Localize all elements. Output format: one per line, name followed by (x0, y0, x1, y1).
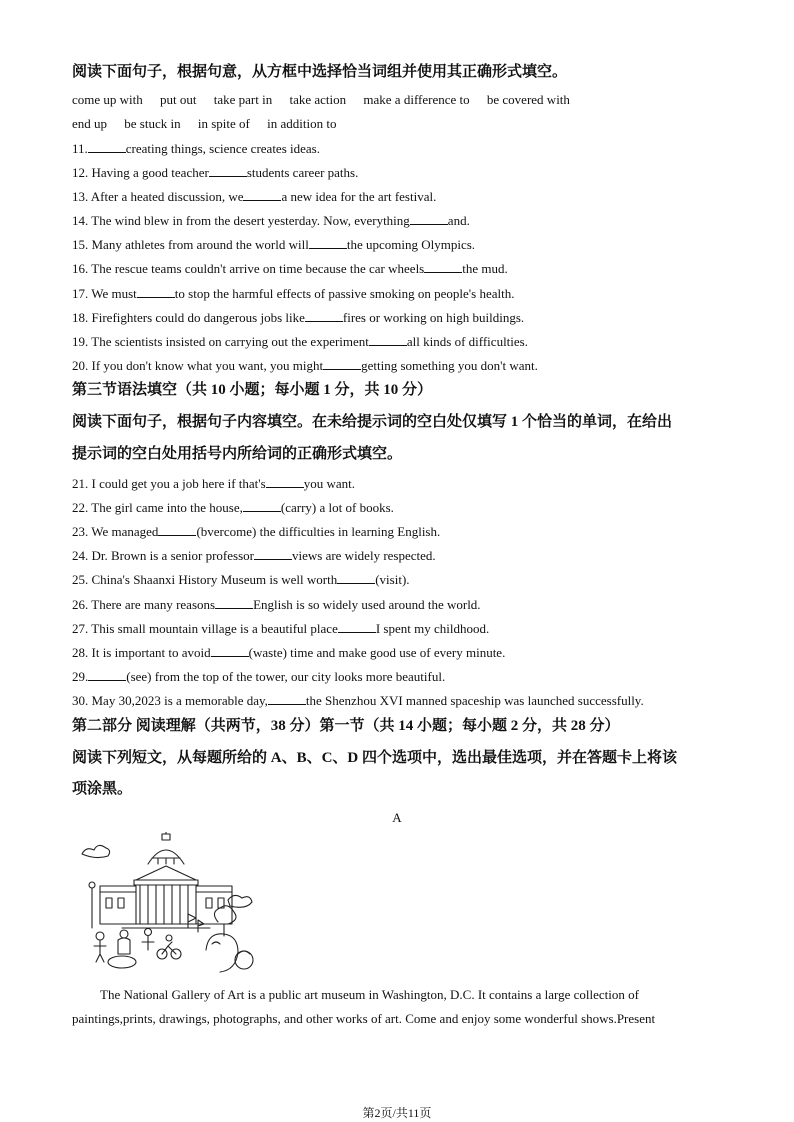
question-17 (72, 285, 514, 302)
page-number: 第2页/共11页 (362, 1106, 432, 1120)
part-2-instruction-line-2: 项涂黑。 (72, 781, 133, 797)
question-text: English is so widely used around the world. (253, 597, 481, 612)
word-bank-phrase: be covered with (486, 92, 570, 107)
question-text: (carry) a lot of books. (280, 500, 394, 515)
answer-blank[interactable] (424, 260, 462, 273)
question-text: (bvercome) the difficulties in learning English. (196, 524, 441, 539)
question-text: all kinds of difficulties. (406, 334, 528, 349)
question-11 (72, 140, 320, 157)
question-text: 13. After a heated discussion, we (72, 189, 244, 204)
question-12 (72, 164, 358, 181)
question-16 (72, 260, 508, 277)
question-text: 14. The wind blew in from the desert yesterday. Now, everything (72, 213, 410, 228)
answer-blank[interactable] (309, 236, 347, 249)
question-text: 17. We must (72, 286, 137, 301)
question-text: getting something you don't want. (361, 358, 538, 373)
question-text: and. (447, 213, 470, 228)
question-27 (72, 620, 489, 637)
answer-blank[interactable] (369, 333, 407, 346)
question-text: (waste) time and make good use of every minute. (248, 645, 506, 660)
word-bank-phrase: take part in (213, 92, 273, 107)
question-25 (72, 571, 410, 588)
question-29 (72, 668, 445, 685)
question-24 (72, 547, 436, 564)
question-21 (72, 475, 355, 492)
question-26 (72, 596, 481, 613)
question-text: 16. The rescue teams couldn't arrive on time because the car wheels (72, 261, 425, 276)
question-text: 23. We managed (72, 524, 159, 539)
word-bank-phrase: in addition to (267, 116, 337, 131)
question-text: 20. If you don't know what you want, you might (72, 358, 324, 373)
question-text: 18. Firefighters could do dangerous jobs like (72, 310, 305, 325)
answer-blank[interactable] (254, 547, 292, 560)
question-text: to stop the harmful effects of passive smoking on people's health. (174, 286, 515, 301)
word-bank-phrase: in spite of (197, 116, 250, 131)
question-30 (72, 692, 644, 709)
word-bank-phrase: make a difference to (363, 92, 470, 107)
question-19 (72, 333, 528, 350)
question-text: 19. The scientists insisted on carrying out the experiment (72, 334, 369, 349)
passage-line-1: The National Gallery of Art is a public art museum in Washington, D.C. It contains a large collection of (100, 987, 639, 1002)
answer-blank[interactable] (410, 212, 448, 225)
passage-label: A (392, 810, 402, 825)
section-3-title: 第三节语法填空（共 10 小题；每小题 1 分，共 10 分） (72, 382, 433, 398)
question-text: 12. Having a good teacher (72, 165, 209, 180)
section-3-instruction-line-1: 阅读下面句子，根据句子内容填空。在未给提示词的空白处仅填写 1 个恰当的单词，在给出 (72, 414, 673, 430)
question-text: (see) from the top of the tower, our city looks more beautiful. (126, 669, 446, 684)
answer-blank[interactable] (338, 620, 376, 633)
answer-blank[interactable] (323, 357, 361, 370)
answer-blank[interactable] (88, 140, 126, 153)
answer-blank[interactable] (268, 692, 306, 705)
question-14 (72, 212, 470, 229)
question-text: 15. Many athletes from around the world will (72, 237, 309, 252)
word-bank-phrase: be stuck in (124, 116, 181, 131)
word-bank-phrase: come up with (72, 92, 143, 107)
answer-blank[interactable] (266, 475, 304, 488)
question-text: 21. I could get you a job here if that's (72, 476, 266, 491)
question-text: the Shenzhou XVI manned spaceship was launched successfully. (305, 693, 644, 708)
word-bank-row-2 (72, 116, 350, 132)
question-text: a new idea for the art festival. (281, 189, 437, 204)
question-text: (visit). (375, 572, 410, 587)
answer-blank[interactable] (337, 571, 375, 584)
answer-blank[interactable] (211, 644, 249, 657)
question-15 (72, 236, 475, 253)
question-text: 29. (72, 669, 89, 684)
question-text: 26. There are many reasons (72, 597, 216, 612)
question-text: creating things, science creates ideas. (125, 141, 320, 156)
answer-blank[interactable] (243, 188, 281, 201)
question-text: the upcoming Olympics. (346, 237, 476, 252)
question-text: views are widely respected. (291, 548, 436, 563)
question-text: 27. This small mountain village is a beautiful place (72, 621, 338, 636)
question-13 (72, 188, 436, 205)
part-2-instruction-line-1: 阅读下列短文，从每题所给的 A、B、C、D 四个选项中，选出最佳选项，并在答题卡上将该 (72, 750, 678, 766)
section-b-instruction: 阅读下面句子，根据句意，从方框中选择恰当词组并使用其正确形式填空。 (72, 64, 568, 80)
word-bank-phrase: end up (72, 116, 108, 131)
question-18 (72, 309, 524, 326)
section-3-instruction-line-2: 提示词的空白处用括号内所给词的正确形式填空。 (72, 446, 403, 462)
gallery-illustration (78, 832, 254, 974)
question-text: 22. The girl came into the house, (72, 500, 243, 515)
question-23 (72, 523, 440, 540)
question-text: you want. (303, 476, 355, 491)
answer-blank[interactable] (243, 499, 281, 512)
question-text: 30. May 30,2023 is a memorable day, (72, 693, 268, 708)
answer-blank[interactable] (88, 668, 126, 681)
question-text: 25. China's Shaanxi History Museum is well worth (72, 572, 338, 587)
word-bank-phrase: put out (160, 92, 197, 107)
question-text: 11. (72, 141, 88, 156)
question-text: 28. It is important to avoid (72, 645, 211, 660)
answer-blank[interactable] (305, 309, 343, 322)
question-text: I spent my childhood. (375, 621, 490, 636)
question-22 (72, 499, 394, 516)
part-2-title: 第二部分 阅读理解（共两节，38 分）第一节（共 14 小题；每小题 2 分，共 28 分） (72, 718, 620, 734)
answer-blank[interactable] (158, 523, 196, 536)
passage-line-2: paintings,prints, drawings, photographs, and other works of art. Come and enjoy some wonderful shows.Present (72, 1011, 656, 1026)
question-text: 24. Dr. Brown is a senior professor (72, 548, 254, 563)
question-20 (72, 357, 538, 374)
word-bank-phrase: take action (289, 92, 347, 107)
word-bank-row-1 (72, 92, 584, 108)
question-text: the mud. (462, 261, 508, 276)
answer-blank[interactable] (209, 164, 247, 177)
question-28 (72, 644, 505, 661)
answer-blank[interactable] (215, 596, 253, 609)
answer-blank[interactable] (137, 285, 175, 298)
question-text: fires or working on high buildings. (342, 310, 525, 325)
question-text: students career paths. (246, 165, 359, 180)
